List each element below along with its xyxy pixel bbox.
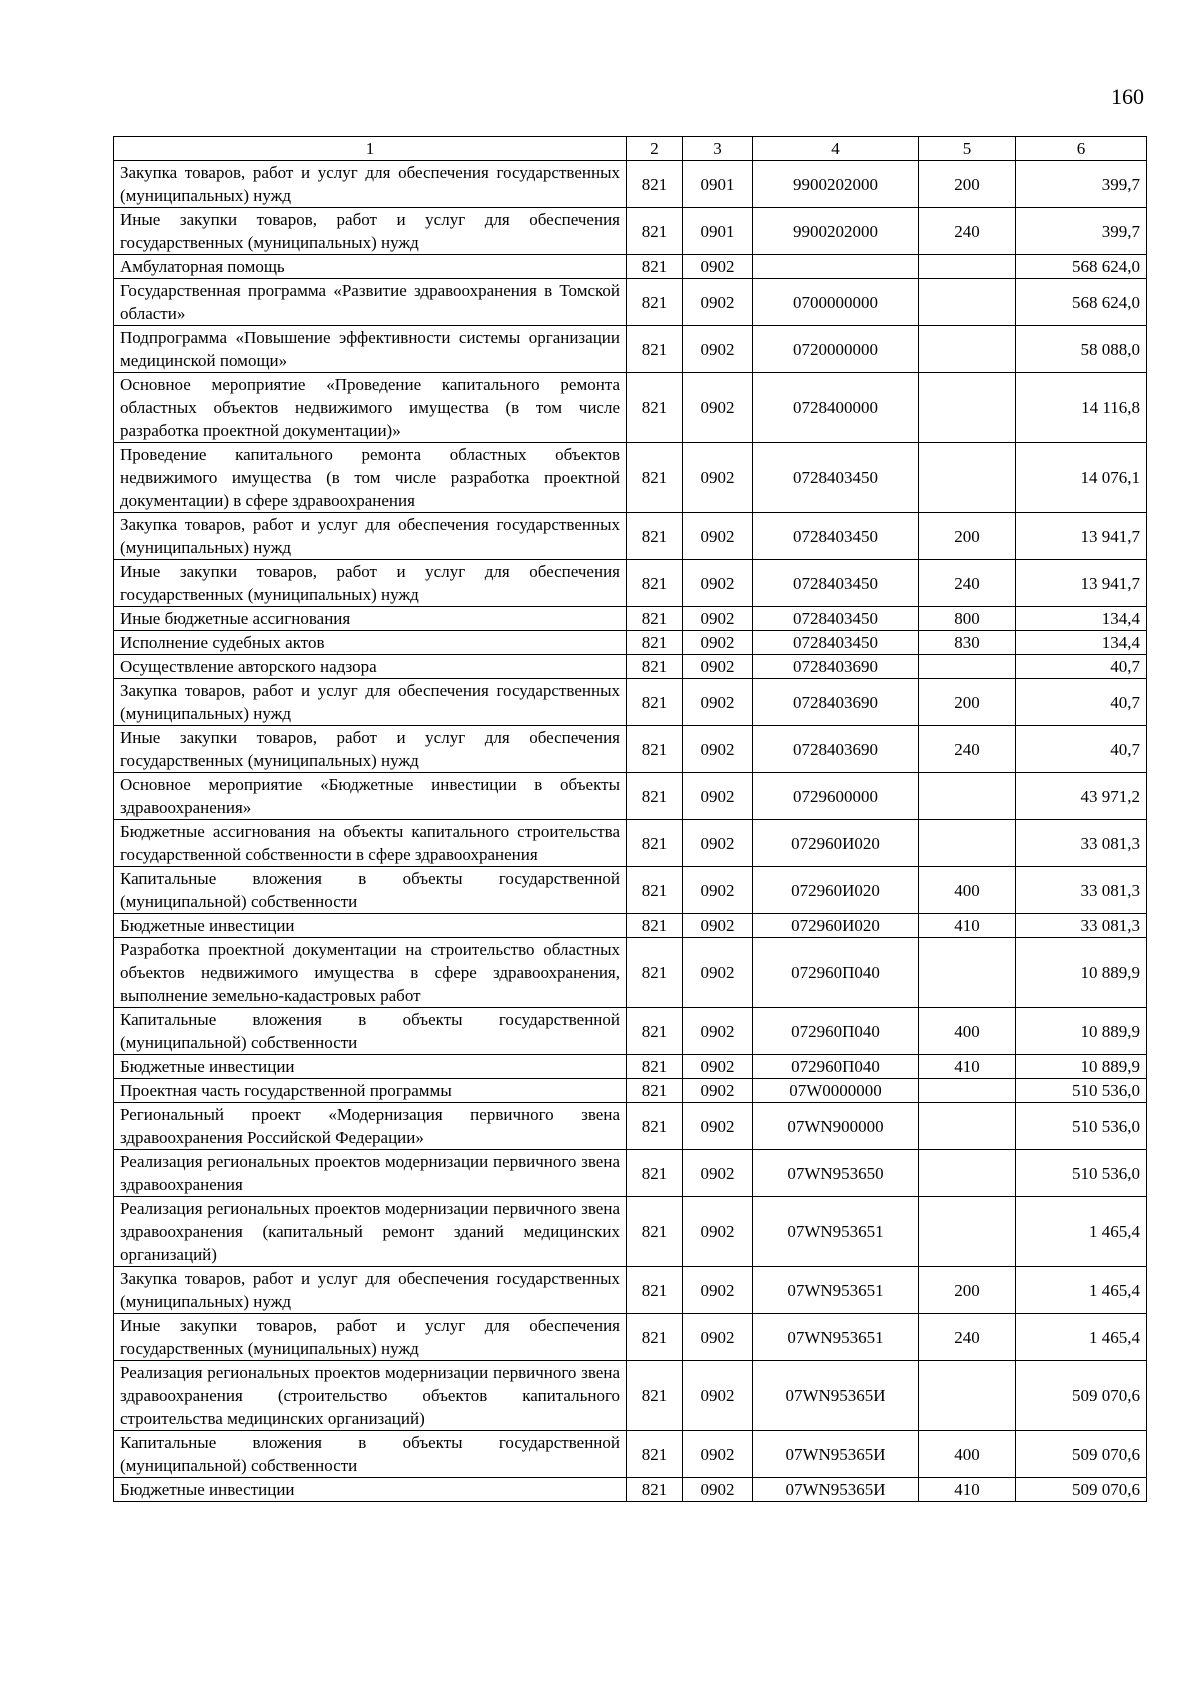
- row-name: Основное мероприятие «Проведение капитального ремонта областных объектов недвижимого имущества (в том числе разработка проектной документации)»: [114, 373, 627, 443]
- row-section-code: 0902: [683, 1314, 753, 1361]
- row-target-code: 0728403450: [753, 631, 919, 655]
- row-name: Основное мероприятие «Бюджетные инвестиции в объекты здравоохранения»: [114, 773, 627, 820]
- table-row: [114, 1197, 1147, 1267]
- row-section-code: 0902: [683, 631, 753, 655]
- row-section-code: 0902: [683, 1197, 753, 1267]
- row-name: Бюджетные ассигнования на объекты капитального строительства государственной собственности в сфере здравоохранения: [114, 820, 627, 867]
- table-row: [114, 1008, 1147, 1055]
- row-admin-code: 821: [627, 1150, 683, 1197]
- table-row: [114, 208, 1147, 255]
- row-expense-type: [919, 655, 1016, 679]
- header-col-1: 1: [114, 137, 627, 161]
- row-admin-code: 821: [627, 1361, 683, 1431]
- row-admin-code: 821: [627, 208, 683, 255]
- row-section-code: 0902: [683, 513, 753, 560]
- table-row: [114, 443, 1147, 513]
- row-target-code: 0720000000: [753, 326, 919, 373]
- row-name: Бюджетные инвестиции: [114, 914, 627, 938]
- row-admin-code: 821: [627, 161, 683, 208]
- row-name: Бюджетные инвестиции: [114, 1055, 627, 1079]
- row-name: Иные закупки товаров, работ и услуг для обеспечения государственных (муниципальных) нужд: [114, 1314, 627, 1361]
- table-row: [114, 1055, 1147, 1079]
- row-target-code: 07WN95365И: [753, 1361, 919, 1431]
- row-section-code: 0901: [683, 208, 753, 255]
- row-section-code: 0902: [683, 938, 753, 1008]
- row-expense-type: [919, 1079, 1016, 1103]
- budget-table: [113, 136, 1147, 1502]
- row-target-code: 9900202000: [753, 208, 919, 255]
- row-expense-type: 400: [919, 1431, 1016, 1478]
- row-section-code: 0902: [683, 373, 753, 443]
- row-admin-code: 821: [627, 1103, 683, 1150]
- row-admin-code: 821: [627, 1431, 683, 1478]
- row-expense-type: 200: [919, 513, 1016, 560]
- table-row: [114, 161, 1147, 208]
- row-section-code: 0902: [683, 1361, 753, 1431]
- row-expense-type: [919, 773, 1016, 820]
- row-admin-code: 821: [627, 1055, 683, 1079]
- row-name: Исполнение судебных актов: [114, 631, 627, 655]
- row-expense-type: 240: [919, 726, 1016, 773]
- header-col-3: 3: [683, 137, 753, 161]
- row-amount: 43 971,2: [1016, 773, 1147, 820]
- row-expense-type: 410: [919, 914, 1016, 938]
- row-name: Амбулаторная помощь: [114, 255, 627, 279]
- row-target-code: 07WN95365И: [753, 1478, 919, 1502]
- row-admin-code: 821: [627, 279, 683, 326]
- row-expense-type: [919, 938, 1016, 1008]
- row-target-code: 07WN953651: [753, 1197, 919, 1267]
- page-number: 160: [1111, 84, 1144, 109]
- row-target-code: 0728403450: [753, 560, 919, 607]
- table-row: [114, 279, 1147, 326]
- row-expense-type: 800: [919, 607, 1016, 631]
- row-section-code: 0902: [683, 679, 753, 726]
- row-target-code: 07WN95365И: [753, 1431, 919, 1478]
- row-section-code: 0902: [683, 1150, 753, 1197]
- row-target-code: 07W0000000: [753, 1079, 919, 1103]
- row-target-code: 0729600000: [753, 773, 919, 820]
- row-amount: 40,7: [1016, 726, 1147, 773]
- row-expense-type: 240: [919, 560, 1016, 607]
- row-amount: 134,4: [1016, 631, 1147, 655]
- row-admin-code: 821: [627, 1267, 683, 1314]
- row-name: Иные бюджетные ассигнования: [114, 607, 627, 631]
- row-amount: 40,7: [1016, 679, 1147, 726]
- table-row: [114, 820, 1147, 867]
- row-admin-code: 821: [627, 1478, 683, 1502]
- row-name: Капитальные вложения в объекты государственной (муниципальной) собственности: [114, 867, 627, 914]
- row-expense-type: 200: [919, 679, 1016, 726]
- row-amount: 10 889,9: [1016, 1008, 1147, 1055]
- row-target-code: 0728400000: [753, 373, 919, 443]
- table-row: [114, 1079, 1147, 1103]
- row-name: Бюджетные инвестиции: [114, 1478, 627, 1502]
- row-expense-type: [919, 1197, 1016, 1267]
- row-target-code: 07WN953650: [753, 1150, 919, 1197]
- row-amount: 1 465,4: [1016, 1197, 1147, 1267]
- row-target-code: 9900202000: [753, 161, 919, 208]
- row-admin-code: 821: [627, 726, 683, 773]
- row-target-code: 07WN953651: [753, 1314, 919, 1361]
- table-row: [114, 1361, 1147, 1431]
- row-section-code: 0902: [683, 820, 753, 867]
- row-admin-code: 821: [627, 773, 683, 820]
- row-section-code: 0902: [683, 1008, 753, 1055]
- row-admin-code: 821: [627, 631, 683, 655]
- row-name: Реализация региональных проектов модернизации первичного звена здравоохранения (капитальный ремонт зданий медицинских организаций): [114, 1197, 627, 1267]
- row-amount: 568 624,0: [1016, 279, 1147, 326]
- row-target-code: 07WN900000: [753, 1103, 919, 1150]
- row-admin-code: 821: [627, 1008, 683, 1055]
- row-section-code: 0902: [683, 443, 753, 513]
- row-expense-type: 240: [919, 1314, 1016, 1361]
- row-admin-code: 821: [627, 513, 683, 560]
- row-section-code: 0902: [683, 726, 753, 773]
- table-row: [114, 631, 1147, 655]
- row-admin-code: 821: [627, 255, 683, 279]
- row-amount: 14 076,1: [1016, 443, 1147, 513]
- table-row: [114, 867, 1147, 914]
- row-name: Подпрограмма «Повышение эффективности системы организации медицинской помощи»: [114, 326, 627, 373]
- row-name: Закупка товаров, работ и услуг для обеспечения государственных (муниципальных) нужд: [114, 1267, 627, 1314]
- row-amount: 509 070,6: [1016, 1361, 1147, 1431]
- row-name: Иные закупки товаров, работ и услуг для обеспечения государственных (муниципальных) нужд: [114, 726, 627, 773]
- row-expense-type: [919, 255, 1016, 279]
- row-amount: 399,7: [1016, 161, 1147, 208]
- row-admin-code: 821: [627, 914, 683, 938]
- table-body: [114, 161, 1147, 1502]
- table-row: [114, 1267, 1147, 1314]
- row-section-code: 0902: [683, 773, 753, 820]
- row-expense-type: 200: [919, 1267, 1016, 1314]
- row-section-code: 0902: [683, 1478, 753, 1502]
- table-row: [114, 726, 1147, 773]
- row-name: Разработка проектной документации на строительство областных объектов недвижимого имущества в сфере здравоохранения, выполнение земельно-кадастровых работ: [114, 938, 627, 1008]
- table-row: [114, 1314, 1147, 1361]
- row-name: Закупка товаров, работ и услуг для обеспечения государственных (муниципальных) нужд: [114, 679, 627, 726]
- header-col-2: 2: [627, 137, 683, 161]
- table-row: [114, 914, 1147, 938]
- row-amount: 14 116,8: [1016, 373, 1147, 443]
- row-target-code: 072960П040: [753, 1055, 919, 1079]
- row-target-code: 072960И020: [753, 914, 919, 938]
- table-row: [114, 679, 1147, 726]
- row-admin-code: 821: [627, 820, 683, 867]
- row-admin-code: 821: [627, 560, 683, 607]
- row-name: Проведение капитального ремонта областных объектов недвижимого имущества (в том числе разработка проектной документации) в сфере здравоохранения: [114, 443, 627, 513]
- row-amount: 1 465,4: [1016, 1267, 1147, 1314]
- row-section-code: 0902: [683, 326, 753, 373]
- table-row: [114, 513, 1147, 560]
- row-expense-type: [919, 326, 1016, 373]
- table-row: [114, 1478, 1147, 1502]
- row-section-code: 0901: [683, 161, 753, 208]
- row-section-code: 0902: [683, 655, 753, 679]
- row-expense-type: [919, 279, 1016, 326]
- row-name: Региональный проект «Модернизация первичного звена здравоохранения Российской Федерации»: [114, 1103, 627, 1150]
- row-expense-type: 200: [919, 161, 1016, 208]
- row-amount: 40,7: [1016, 655, 1147, 679]
- table-row: [114, 326, 1147, 373]
- row-amount: 509 070,6: [1016, 1431, 1147, 1478]
- row-name: Иные закупки товаров, работ и услуг для обеспечения государственных (муниципальных) нужд: [114, 560, 627, 607]
- row-section-code: 0902: [683, 1079, 753, 1103]
- row-expense-type: 830: [919, 631, 1016, 655]
- table-header-row: [114, 137, 1147, 161]
- row-amount: 13 941,7: [1016, 560, 1147, 607]
- row-expense-type: [919, 1103, 1016, 1150]
- row-admin-code: 821: [627, 607, 683, 631]
- row-section-code: 0902: [683, 914, 753, 938]
- row-admin-code: 821: [627, 938, 683, 1008]
- row-target-code: 0728403450: [753, 607, 919, 631]
- row-name: Проектная часть государственной программы: [114, 1079, 627, 1103]
- row-name: Реализация региональных проектов модернизации первичного звена здравоохранения: [114, 1150, 627, 1197]
- row-target-code: 0728403450: [753, 513, 919, 560]
- row-name: Закупка товаров, работ и услуг для обеспечения государственных (муниципальных) нужд: [114, 513, 627, 560]
- row-section-code: 0902: [683, 255, 753, 279]
- row-section-code: 0902: [683, 867, 753, 914]
- row-admin-code: 821: [627, 373, 683, 443]
- row-amount: 33 081,3: [1016, 867, 1147, 914]
- row-amount: 33 081,3: [1016, 914, 1147, 938]
- row-target-code: [753, 255, 919, 279]
- row-amount: 134,4: [1016, 607, 1147, 631]
- row-section-code: 0902: [683, 1431, 753, 1478]
- row-expense-type: 400: [919, 867, 1016, 914]
- row-amount: 510 536,0: [1016, 1150, 1147, 1197]
- row-expense-type: [919, 443, 1016, 513]
- row-admin-code: 821: [627, 1079, 683, 1103]
- row-admin-code: 821: [627, 1314, 683, 1361]
- row-name: Закупка товаров, работ и услуг для обеспечения государственных (муниципальных) нужд: [114, 161, 627, 208]
- row-amount: 510 536,0: [1016, 1103, 1147, 1150]
- row-expense-type: 410: [919, 1478, 1016, 1502]
- row-expense-type: [919, 820, 1016, 867]
- row-section-code: 0902: [683, 1055, 753, 1079]
- row-amount: 10 889,9: [1016, 1055, 1147, 1079]
- row-expense-type: 410: [919, 1055, 1016, 1079]
- table-row: [114, 1103, 1147, 1150]
- row-name: Государственная программа «Развитие здравоохранения в Томской области»: [114, 279, 627, 326]
- row-expense-type: 400: [919, 1008, 1016, 1055]
- table-row: [114, 255, 1147, 279]
- row-admin-code: 821: [627, 655, 683, 679]
- row-amount: 399,7: [1016, 208, 1147, 255]
- table-row: [114, 773, 1147, 820]
- row-target-code: 0728403690: [753, 726, 919, 773]
- row-name: Капитальные вложения в объекты государственной (муниципальной) собственности: [114, 1008, 627, 1055]
- row-target-code: 072960П040: [753, 938, 919, 1008]
- row-target-code: 0728403690: [753, 655, 919, 679]
- table-row: [114, 607, 1147, 631]
- row-name: Иные закупки товаров, работ и услуг для обеспечения государственных (муниципальных) нужд: [114, 208, 627, 255]
- row-section-code: 0902: [683, 1267, 753, 1314]
- row-target-code: 0728403450: [753, 443, 919, 513]
- row-expense-type: 240: [919, 208, 1016, 255]
- row-amount: 568 624,0: [1016, 255, 1147, 279]
- row-expense-type: [919, 1361, 1016, 1431]
- row-amount: 10 889,9: [1016, 938, 1147, 1008]
- row-target-code: 072960П040: [753, 1008, 919, 1055]
- row-amount: 1 465,4: [1016, 1314, 1147, 1361]
- header-col-5: 5: [919, 137, 1016, 161]
- row-section-code: 0902: [683, 1103, 753, 1150]
- row-name: Осуществление авторского надзора: [114, 655, 627, 679]
- row-section-code: 0902: [683, 607, 753, 631]
- header-col-4: 4: [753, 137, 919, 161]
- row-admin-code: 821: [627, 679, 683, 726]
- row-section-code: 0902: [683, 279, 753, 326]
- row-target-code: 07WN953651: [753, 1267, 919, 1314]
- table-row: [114, 1431, 1147, 1478]
- row-expense-type: [919, 1150, 1016, 1197]
- table-row: [114, 373, 1147, 443]
- header-col-6: 6: [1016, 137, 1147, 161]
- table-row: [114, 655, 1147, 679]
- row-name: Капитальные вложения в объекты государственной (муниципальной) собственности: [114, 1431, 627, 1478]
- table-row: [114, 1150, 1147, 1197]
- row-target-code: 072960И020: [753, 867, 919, 914]
- row-section-code: 0902: [683, 560, 753, 607]
- row-admin-code: 821: [627, 443, 683, 513]
- row-amount: 13 941,7: [1016, 513, 1147, 560]
- table-row: [114, 938, 1147, 1008]
- row-admin-code: 821: [627, 326, 683, 373]
- row-amount: 33 081,3: [1016, 820, 1147, 867]
- table-row: [114, 560, 1147, 607]
- row-name: Реализация региональных проектов модернизации первичного звена здравоохранения (строительство объектов капитального строительства медицинских организаций): [114, 1361, 627, 1431]
- row-amount: 510 536,0: [1016, 1079, 1147, 1103]
- row-admin-code: 821: [627, 1197, 683, 1267]
- row-target-code: 0728403690: [753, 679, 919, 726]
- row-admin-code: 821: [627, 867, 683, 914]
- row-expense-type: [919, 373, 1016, 443]
- row-amount: 509 070,6: [1016, 1478, 1147, 1502]
- row-target-code: 072960И020: [753, 820, 919, 867]
- row-target-code: 0700000000: [753, 279, 919, 326]
- row-amount: 58 088,0: [1016, 326, 1147, 373]
